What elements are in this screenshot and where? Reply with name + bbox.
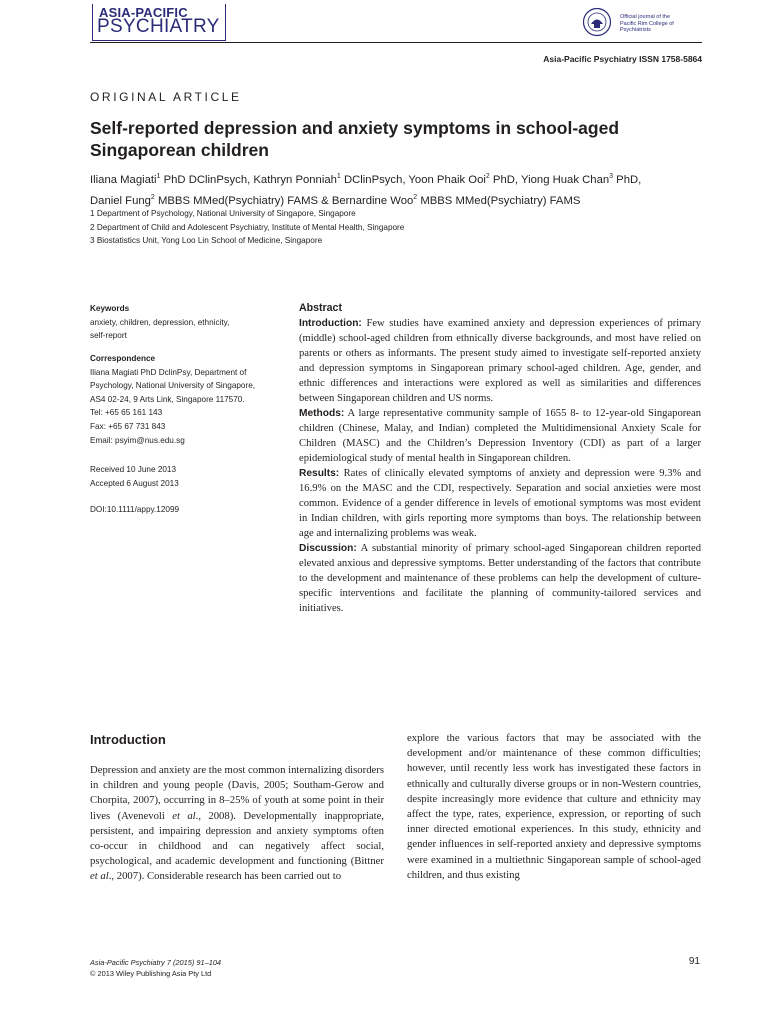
author-affil-sup: 2 — [150, 193, 155, 201]
author-degrees: PhD DClinPsych, — [160, 173, 254, 186]
body-column-left — [90, 763, 384, 885]
affiliation-item: 2 Department of Child and Adolescent Psychiatry, Institute of Mental Health, Singapore — [90, 222, 405, 232]
abstract-heading: Abstract — [299, 302, 342, 314]
abstract-label: Methods: — [299, 408, 345, 419]
author-affil-sup: 1 — [156, 173, 161, 180]
dates-block — [90, 463, 280, 490]
correspondence-line: Tel: +65 65 161 143 — [90, 408, 163, 418]
article-title: Self-reported depression and anxiety symptoms in school-aged Singaporean children — [90, 118, 620, 160]
affiliation-item: 1 Department of Psychology, National University of Singapore, Singapore — [90, 209, 356, 218]
journal-logo — [92, 4, 226, 41]
author-name: Yoon Phaik Ooi — [408, 173, 486, 186]
article-type: ORIGINAL ARTICLE — [90, 90, 242, 104]
author-degrees: MBBS MMed(Psychiatry) FAMS & — [154, 194, 332, 207]
accepted-date: Accepted 6 August 2013 — [90, 478, 179, 488]
abstract-label: Introduction: — [299, 318, 362, 329]
copyright-line: © 2013 Wiley Publishing Asia Pty Ltd — [90, 969, 212, 978]
author-list — [90, 168, 710, 210]
correspondence-line: Fax: +65 67 731 843 — [90, 421, 166, 431]
author-degrees: DClinPsych, — [340, 173, 409, 186]
abstract — [299, 301, 701, 616]
college-seal-icon — [582, 7, 612, 37]
footer-citation — [90, 957, 221, 979]
official-journal-note — [620, 14, 700, 34]
author-name: Bernardine Woo — [331, 194, 414, 207]
author-affil-sup: 3 — [609, 173, 614, 180]
official-line1: Official journal of the — [620, 14, 671, 20]
author-name: Yiong Huak Chan — [521, 173, 610, 186]
abstract-text: Rates of clinically elevated symptoms of anxiety and depression were 9.3% and 16.9% on the MASC and the CDI, respectively. Separation and social anxieties were most common. Evidence of a gender difference in levels of emotional symptoms was most evident in Indian children, with girls reporting more symptoms than boys. The relationship between age and internalizing problems was weak. — [299, 468, 701, 539]
abstract-label: Discussion: — [299, 543, 357, 554]
author-affil-sup: 2 — [485, 173, 490, 180]
correspondence-block — [90, 352, 280, 447]
journal-issn: Asia-Pacific Psychiatry ISSN 1758-5864 — [543, 54, 702, 64]
body-text: ., 2007). Considerable research has been carried out to — [108, 870, 342, 883]
keywords-line: self-report — [90, 331, 127, 341]
citation-line: Asia-Pacific Psychiatry 7 (2015) 91–104 — [90, 958, 222, 967]
abstract-results — [299, 466, 701, 541]
correspondence-email[interactable]: Email: psyim@nus.edu.sg — [90, 435, 185, 445]
keywords-heading: Keywords — [90, 304, 130, 313]
affiliations — [90, 207, 710, 248]
body-text-italic: et al — [90, 870, 109, 883]
abstract-introduction — [299, 316, 701, 406]
abstract-text: A large representative community sample of 1655 8- to 12-year-old Singaporean children (Chinese, Malay, and Indian) completed the Multidimensional Anxiety Scale for Children (MASC) and the Children’s Depression Inventory (CDI) as part of a larger epidemiological study of mental health in Singaporean children. — [299, 408, 701, 464]
correspondence-line: Iliana Magiati PhD DclinPsy, Department of — [90, 367, 247, 377]
body-text: Depression and anxiety are the most common internalizing disorders in children and young people (Davis, 2005; Southam-Gerow and Chorpita, 2007), occurring in 8–25% of youth at some point in their lives (Avenevoli — [90, 764, 384, 822]
body-column-right: explore the various factors that may be associated with the development and/or maintenance of these common difficulties; however, until recently less work has investigated these factors in ethnically and culturally diverse groups or in non-Western countries, despite increasingly more evidence that culture and ethnicity may affect the type, rates, experience, expression, or reporting of such inner directed emotional experiences. In this study, ethnicity and gender influences in self-reported anxiety and depressive symptoms were examined in a multiethnic Singaporean sample of school-aged children, and thus existing — [407, 732, 701, 881]
journal-logo-line2: PSYCHIATRY — [97, 16, 220, 37]
keywords-line: anxiety, children, depression, ethnicity, — [90, 317, 230, 327]
correspondence-line: Psychology, National University of Singapore, — [90, 381, 256, 391]
affiliation-item: 3 Biostatistics Unit, Yong Loo Lin School of Medicine, Singapore — [90, 236, 323, 245]
author-affil-sup: 2 — [413, 193, 418, 201]
page-number: 91 — [688, 956, 700, 967]
author-degrees: PhD, — [489, 173, 521, 186]
journal-logo-line1: ASIA-PACIFIC — [99, 5, 188, 20]
abstract-methods — [299, 406, 701, 466]
abstract-text: A substantial minority of primary school-aged Singaporean children reported elevated anxious and depressive symptoms. Better understanding of the factors that contribute to the development and maintenance of these problems can help the development of culture-specific interventions and facilitate the planning of community-tailored services and initiatives. — [299, 543, 701, 614]
body-text: ., 2008). Developmentally inappropriate, persistent, and impairing depression and anxiety symptoms often co-occur in childhood and can negatively affect social, psychological, and academic development and functioning (Bittner — [90, 809, 384, 868]
author-degrees: MBBS MMed(Psychiatry) FAMS — [417, 194, 581, 207]
author-name: Daniel Fung — [90, 194, 151, 207]
author-degrees: PhD, — [613, 173, 642, 186]
correspondence-heading: Correspondence — [90, 354, 156, 363]
abstract-label: Results: — [299, 468, 340, 479]
author-affil-sup: 1 — [336, 173, 341, 180]
abstract-text: Few studies have examined anxiety and depression experiences of primary (middle) school-aged children from ethnically diverse backgrounds, and most have relied on parents or others as informants. The present study aimed to investigate self-reported anxiety and depression symptoms in Singaporean primary school-aged children. Age, gender, and ethnic differences and interactions were explored as well as similarities and differences between Singaporean children and US norms. — [299, 318, 701, 404]
author-name: Kathryn Ponniah — [253, 173, 337, 186]
keywords-block — [90, 302, 280, 343]
author-name: Iliana Magiati — [90, 173, 157, 186]
body-text-italic: et al — [172, 809, 196, 822]
received-date: Received 10 June 2013 — [90, 465, 177, 474]
correspondence-line: AS4 02-24, 9 Arts Link, Singapore 117570. — [90, 394, 245, 404]
doi[interactable]: DOI:10.1111/appy.12099 — [90, 505, 180, 514]
official-line2: Pacific Rim College of Psychiatrists — [620, 20, 674, 33]
section-heading-introduction: Introduction — [90, 732, 166, 747]
abstract-discussion — [299, 541, 701, 616]
